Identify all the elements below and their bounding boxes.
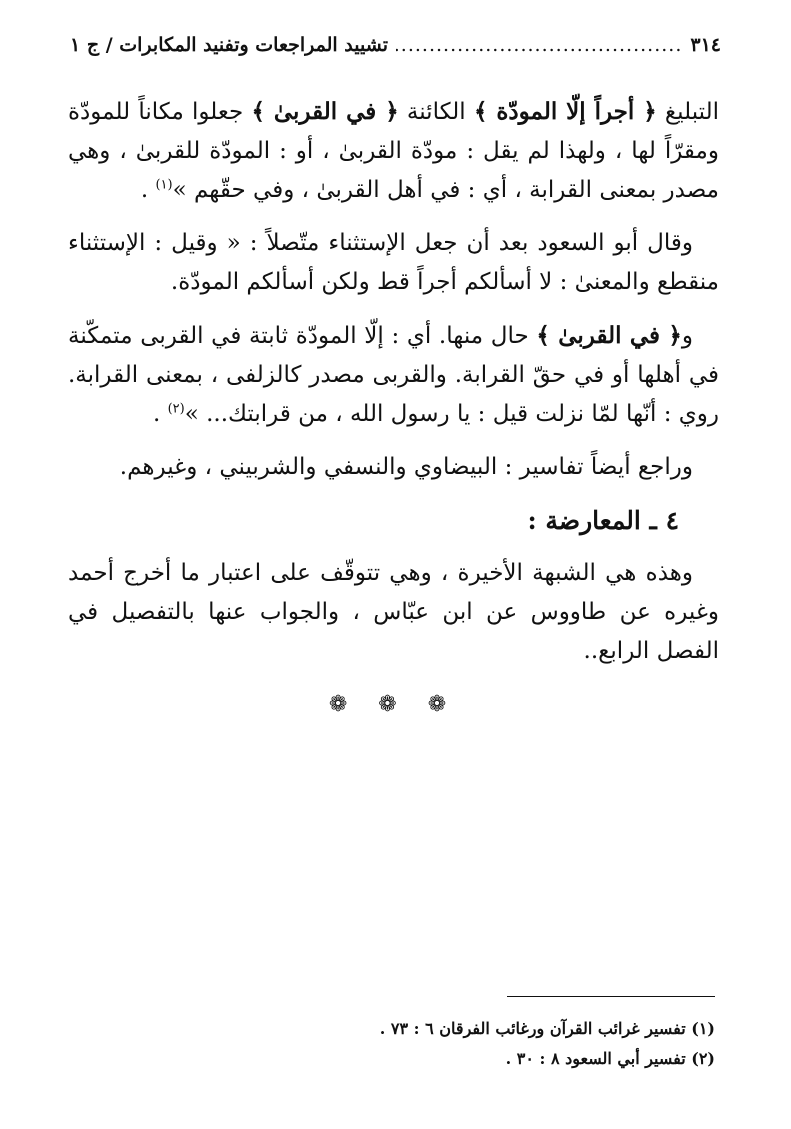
paragraph-3	[68, 316, 719, 434]
footnote-2: (٢) تفسير أبي السعود ٨ : ٣٠ .	[505, 1049, 715, 1068]
text-run: الكائنة	[398, 99, 474, 125]
book-title: تشييد المراجعات وتفنيد المكابرات / ج ١	[70, 34, 388, 56]
quran-quote: ﴿ في القربىٰ ﴾	[536, 322, 682, 349]
paragraph-1	[68, 92, 719, 210]
page-number: ٣١٤	[690, 34, 721, 56]
text-run: جعلوا مكاناً للمودّة ومقرّاً لها ، ولهذا لم يقل : مودّة القربىٰ ، أو : المودّة للقربىٰ ، وهي مصدر بمعنى القرابة ، أي : في أهل القربىٰ ، وفي حقّهم »	[68, 99, 719, 203]
text-run: حال منها. أي : إلّا المودّة ثابتة في القربى متمكّنة في أهلها أو في حقّ القرابة. والقربى مصدر كالزلفى ، بمعنى القرابة. روي : أنّها لمّا نزلت قيل : يا رسول الله ، من قرابتك... »	[68, 323, 719, 427]
quran-quote: ﴿ في القربىٰ ﴾	[251, 98, 399, 125]
header-dot-leader	[396, 34, 682, 56]
footnote-1: (١) تفسير غرائب القرآن ورغائب الفرقان ٦ : ٧٣ .	[379, 1019, 715, 1038]
section-separator-ornament: ❁ ❁ ❁	[328, 692, 459, 717]
paragraph-4: وراجع أيضاً تفاسير : البيضاوي والنسفي والشربيني ، وغيرهم.	[119, 454, 693, 480]
text-run: .	[140, 177, 156, 203]
page-body	[68, 92, 719, 724]
paragraph-5: وهذه هي الشبهة الأخيرة ، وهي تتوقّف على اعتبار ما أخرج أحمد وغيره عن طاووس عن ابن عبّاس ، والجواب عنها بالتفصيل في الفصل الرابع..	[68, 560, 719, 664]
section-heading: ٤ ـ المعارضة :	[527, 506, 679, 535]
footnote-rule	[507, 996, 715, 997]
text-run: .	[152, 401, 168, 427]
paragraph-2: وقال أبو السعود بعد أن جعل الإستثناء متّصلاً : « وقيل : الإستثناء منقطع والمعنىٰ : لا أسألكم أجراً قط ولكن أسألكم المودّة.	[68, 230, 719, 295]
footnote-ref-1: (١)	[155, 177, 173, 193]
footnotes	[300, 1014, 715, 1074]
text-run: و	[681, 323, 694, 349]
text-run: التبليغ	[656, 99, 719, 125]
quran-quote: ﴿ أجراً إلّا المودّة ﴾	[473, 98, 657, 125]
running-header	[70, 30, 721, 60]
footnote-ref-2: (٢)	[167, 401, 185, 417]
